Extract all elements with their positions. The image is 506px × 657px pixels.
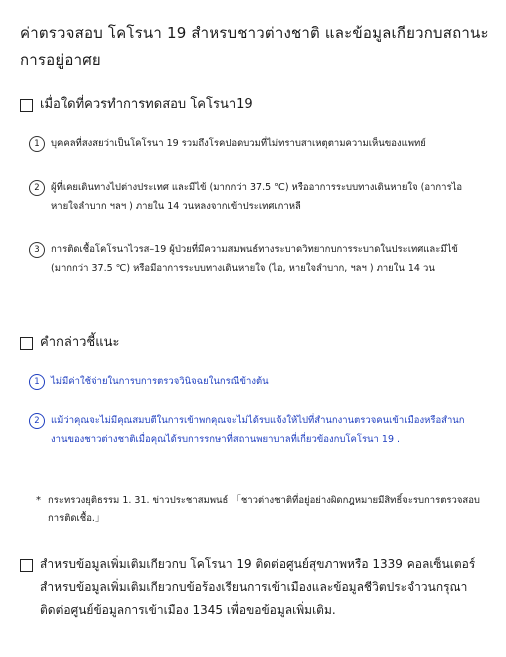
list-item-text: การติดเชื้อโคโรนาไวรส–19 ผู้ป่วยที่มีความสมพนธ์ทางระบาดวิทยากบการระบาดในประเทศและมีไข้ (มากกว่า 37.5 ℃) หรือมีอาการระบบทางเดินหายใจ (ไอ, หายใจลำบาก, ฯลฯ ) ภายใน 14 วน [51, 244, 458, 274]
list-item-text: บุคคลที่สงสยว่าเป็นโคโรนา 19 รวมถึงโรคปอดบวมที่ไม่ทราบสาเหตุตามความเห็นของแพทย์ [51, 138, 426, 149]
page-title: ค่าตรวจสอบ โคโรนา 19 สำหรบชาวต่างชาติ และข้อมูลเกียวกบสถานะการอยู่อาศย [20, 24, 489, 69]
contact-info [20, 553, 486, 622]
circled-number-icon: 1 [29, 374, 45, 390]
footnote [36, 492, 481, 528]
list-item [29, 411, 479, 449]
list-item-text: ไม่มีค่าใช้จ่ายในการบการตรวจวินิจฉยในกรณีข้างต้น [51, 376, 269, 387]
list-item-text: แม้ว่าคุณจะไม่มีคุณสมบตีในการเข้าพกคุณจะไม่ได้รบแจ้งให้ไปที่สำนกงานตรวจคนเข้าเมืองหรือสำนกงานของชาวต่างชาติเมื่อคุณได้รบการรกษาที่สถานพยาบาลที่เกี่ยวข้องกบโคโรนา 19 . [51, 415, 465, 445]
circled-number-icon: 2 [29, 413, 45, 429]
circled-number-icon: 2 [29, 180, 45, 196]
footnote-text: กระทรวงยุติธรรม 1. 31. ข่าวประชาสมพนธ์ 「ชาวต่างชาติที่อยู่อย่างผิดกฎหมายมีสิทธิ์จะรบการตรวจสอบการติดเชื้อ.」 [48, 495, 480, 524]
circled-number-icon: 3 [29, 242, 45, 258]
checkbox-icon [20, 559, 33, 572]
list-item [29, 240, 479, 278]
list-item [29, 178, 479, 216]
contact-text: สำหรบข้อมูลเพิ่มเติมเกียวกบ โคโรนา 19 ติดต่อศูนย์สุขภาพหรือ 1339 คอลเซ็นเตอร์ สำหรบข้อมูลเพิ่มเติมเกียวกบข้อร้องเรียนการเข้าเมืองและข้อมูลชีวิตประจำวนกรุณาติดต่อศูนย์ข้อมูลการเข้าเมือง 1345 เพื่อขอข้อมูลเพิ่มเติม. [40, 557, 476, 617]
checkbox-icon [20, 99, 33, 112]
circled-number-icon: 1 [29, 136, 45, 152]
section-heading: เมื่อใดที่ควรทำการทดสอบ โคโรนา19 [40, 97, 253, 112]
list-item [29, 134, 479, 153]
list-item [29, 372, 479, 391]
list-item-text: ผู้ที่เคยเดินทางไปต่างประเทศ และมีไข้ (มากกว่า 37.5 ℃) หรืออาการระบบทางเดินหายใจ (อาการไอหายใจลำบาก ฯลฯ ) ภายใน 14 วนหลงจากเข้าประเทศเกาหลี [51, 182, 463, 212]
section-heading: คำกล่าวชี้แนะ [40, 335, 120, 350]
section-when-to-test [20, 96, 253, 114]
section-guidance [20, 334, 120, 352]
asterisk-icon: * [36, 495, 41, 506]
checkbox-icon [20, 337, 33, 350]
